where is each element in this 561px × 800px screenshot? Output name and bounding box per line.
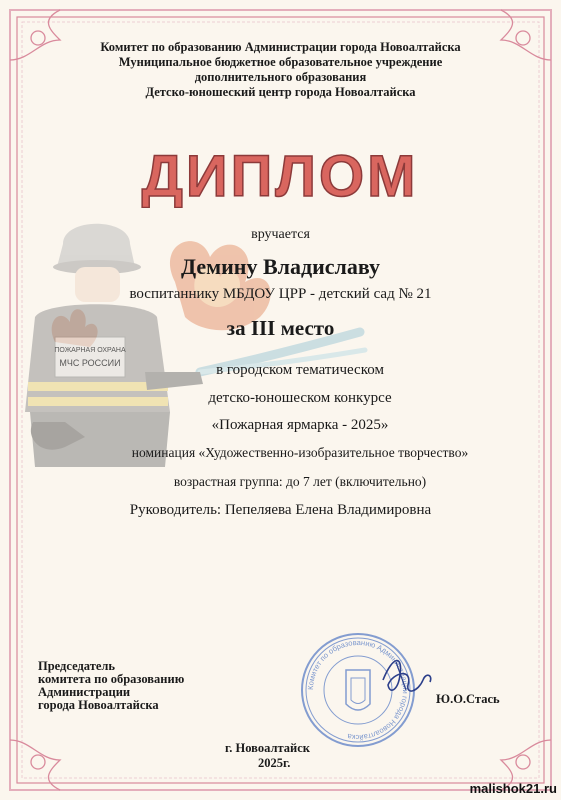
svg-text:ПОЖАРНАЯ ОХРАНА: ПОЖАРНАЯ ОХРАНА <box>54 347 126 354</box>
watermark: malishok21.ru <box>469 781 557 796</box>
age-group-text: возрастная группа: до 7 лет (включительно) <box>173 474 427 489</box>
body-line-1: в городском тематическом <box>216 362 384 378</box>
supervisor-text: Руководитель: Пепеляева Елена Владимировна <box>129 502 432 518</box>
header-line-4: Детско-юношеский центр города Новоалтайска <box>145 85 416 99</box>
diploma-title <box>140 138 420 208</box>
recipient-name: Демину Владиславу <box>180 254 381 279</box>
svg-text:МЧС РОССИИ: МЧС РОССИИ <box>59 358 121 368</box>
chair-line-1: Председатель <box>38 659 116 673</box>
nomination-text: номинация «Художественно-изобразительное творчество» <box>131 445 469 460</box>
chair-line-3: Администрации <box>38 685 131 699</box>
header-line-1: Комитет по образованию Администрации города Новоалтайска <box>100 40 461 54</box>
place-text: за III место <box>226 316 335 340</box>
contest-name: «Пожарная ярмарка - 2025» <box>211 417 389 433</box>
svg-text:ДИПЛОМ: ДИПЛОМ <box>141 144 419 208</box>
city-text: г. Новоалтайск <box>225 741 310 755</box>
svg-text:Комитет по образованию Админис: Комитет по образованию Администрации города Новоалтайска <box>305 637 411 743</box>
year-text: 2025г. <box>258 756 291 770</box>
header-line-2: Муниципальное бюджетное образовательное учреждение <box>118 55 443 69</box>
recipient-info: воспитаннику МБДОУ ЦРР - детский сад № 21 <box>129 286 432 302</box>
chair-block <box>38 660 184 712</box>
chair-line-2: комитета по образованию <box>38 672 185 686</box>
body-line-2: детско-юношеском конкурсе <box>208 390 392 406</box>
header-line-3: дополнительного образования <box>194 70 367 84</box>
awarded-text: вручается <box>251 227 310 242</box>
signature <box>378 650 438 700</box>
chair-line-4: города Новоалтайска <box>38 698 159 712</box>
signer-name: Ю.О.Стась <box>436 692 500 706</box>
